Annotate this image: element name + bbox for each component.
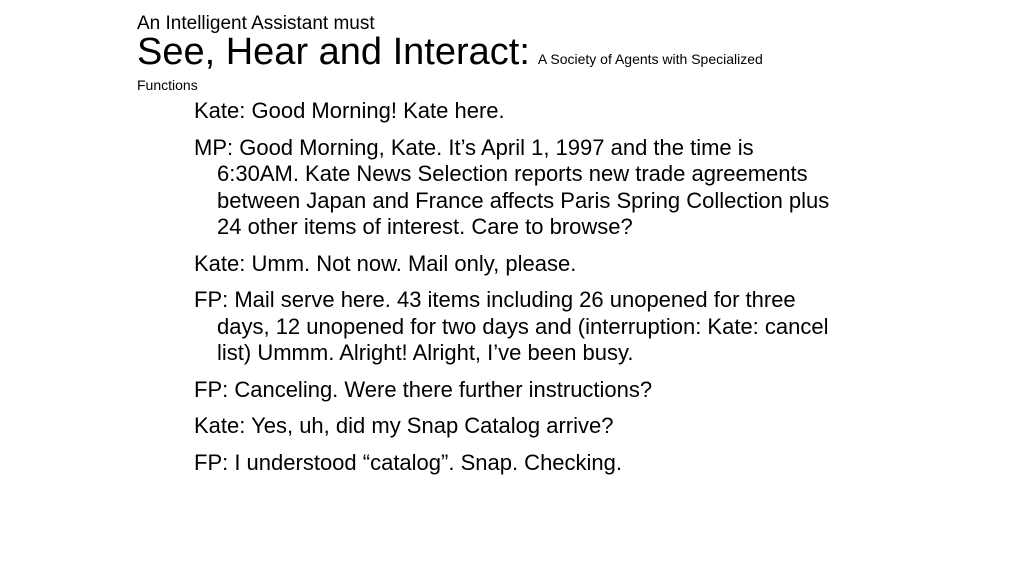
dialogue-line-kate-greeting: Kate: Good Morning! Kate here. <box>194 98 505 123</box>
dialogue-line-fp-canceling: FP: Canceling. Were there further instructions? <box>194 376 653 402</box>
dialogue-line-mp-news: MP: Good Morning, Kate. It’s April 1, 1997 and the time is 6:30AM. Kate News Selection reports new trade agreements between Japan and France affects Paris Spring Collection plus 24 other items of interest. Care to browse? <box>194 134 830 239</box>
dialogue-line-kate-mail-request: Kate: Umm. Not now. Mail only, please. <box>194 250 577 276</box>
dialogue-line-kate-catalog: Kate: Yes, uh, did my Snap Catalog arrive? <box>194 413 614 438</box>
dialogue-line-fp-mail: FP: Mail serve here. 43 items including 26 unopened for three days, 12 unopened for two days and (interruption: Kate: cancel list) Ummm. Alright! Alright, I’ve been busy. <box>194 287 829 365</box>
title-block <box>137 13 837 92</box>
subtitle-continuation: Functions <box>137 77 198 93</box>
dialogue-line-fp-checking: FP: I understood “catalog”. Snap. Checking. <box>194 449 623 475</box>
slide-title: See, Hear and Interact: <box>137 31 530 73</box>
dialogue-list <box>194 98 834 486</box>
subtitle: A Society of Agents with Specialized <box>537 51 763 67</box>
pretitle: An Intelligent Assistant must <box>137 13 375 34</box>
title-line <box>137 31 837 78</box>
